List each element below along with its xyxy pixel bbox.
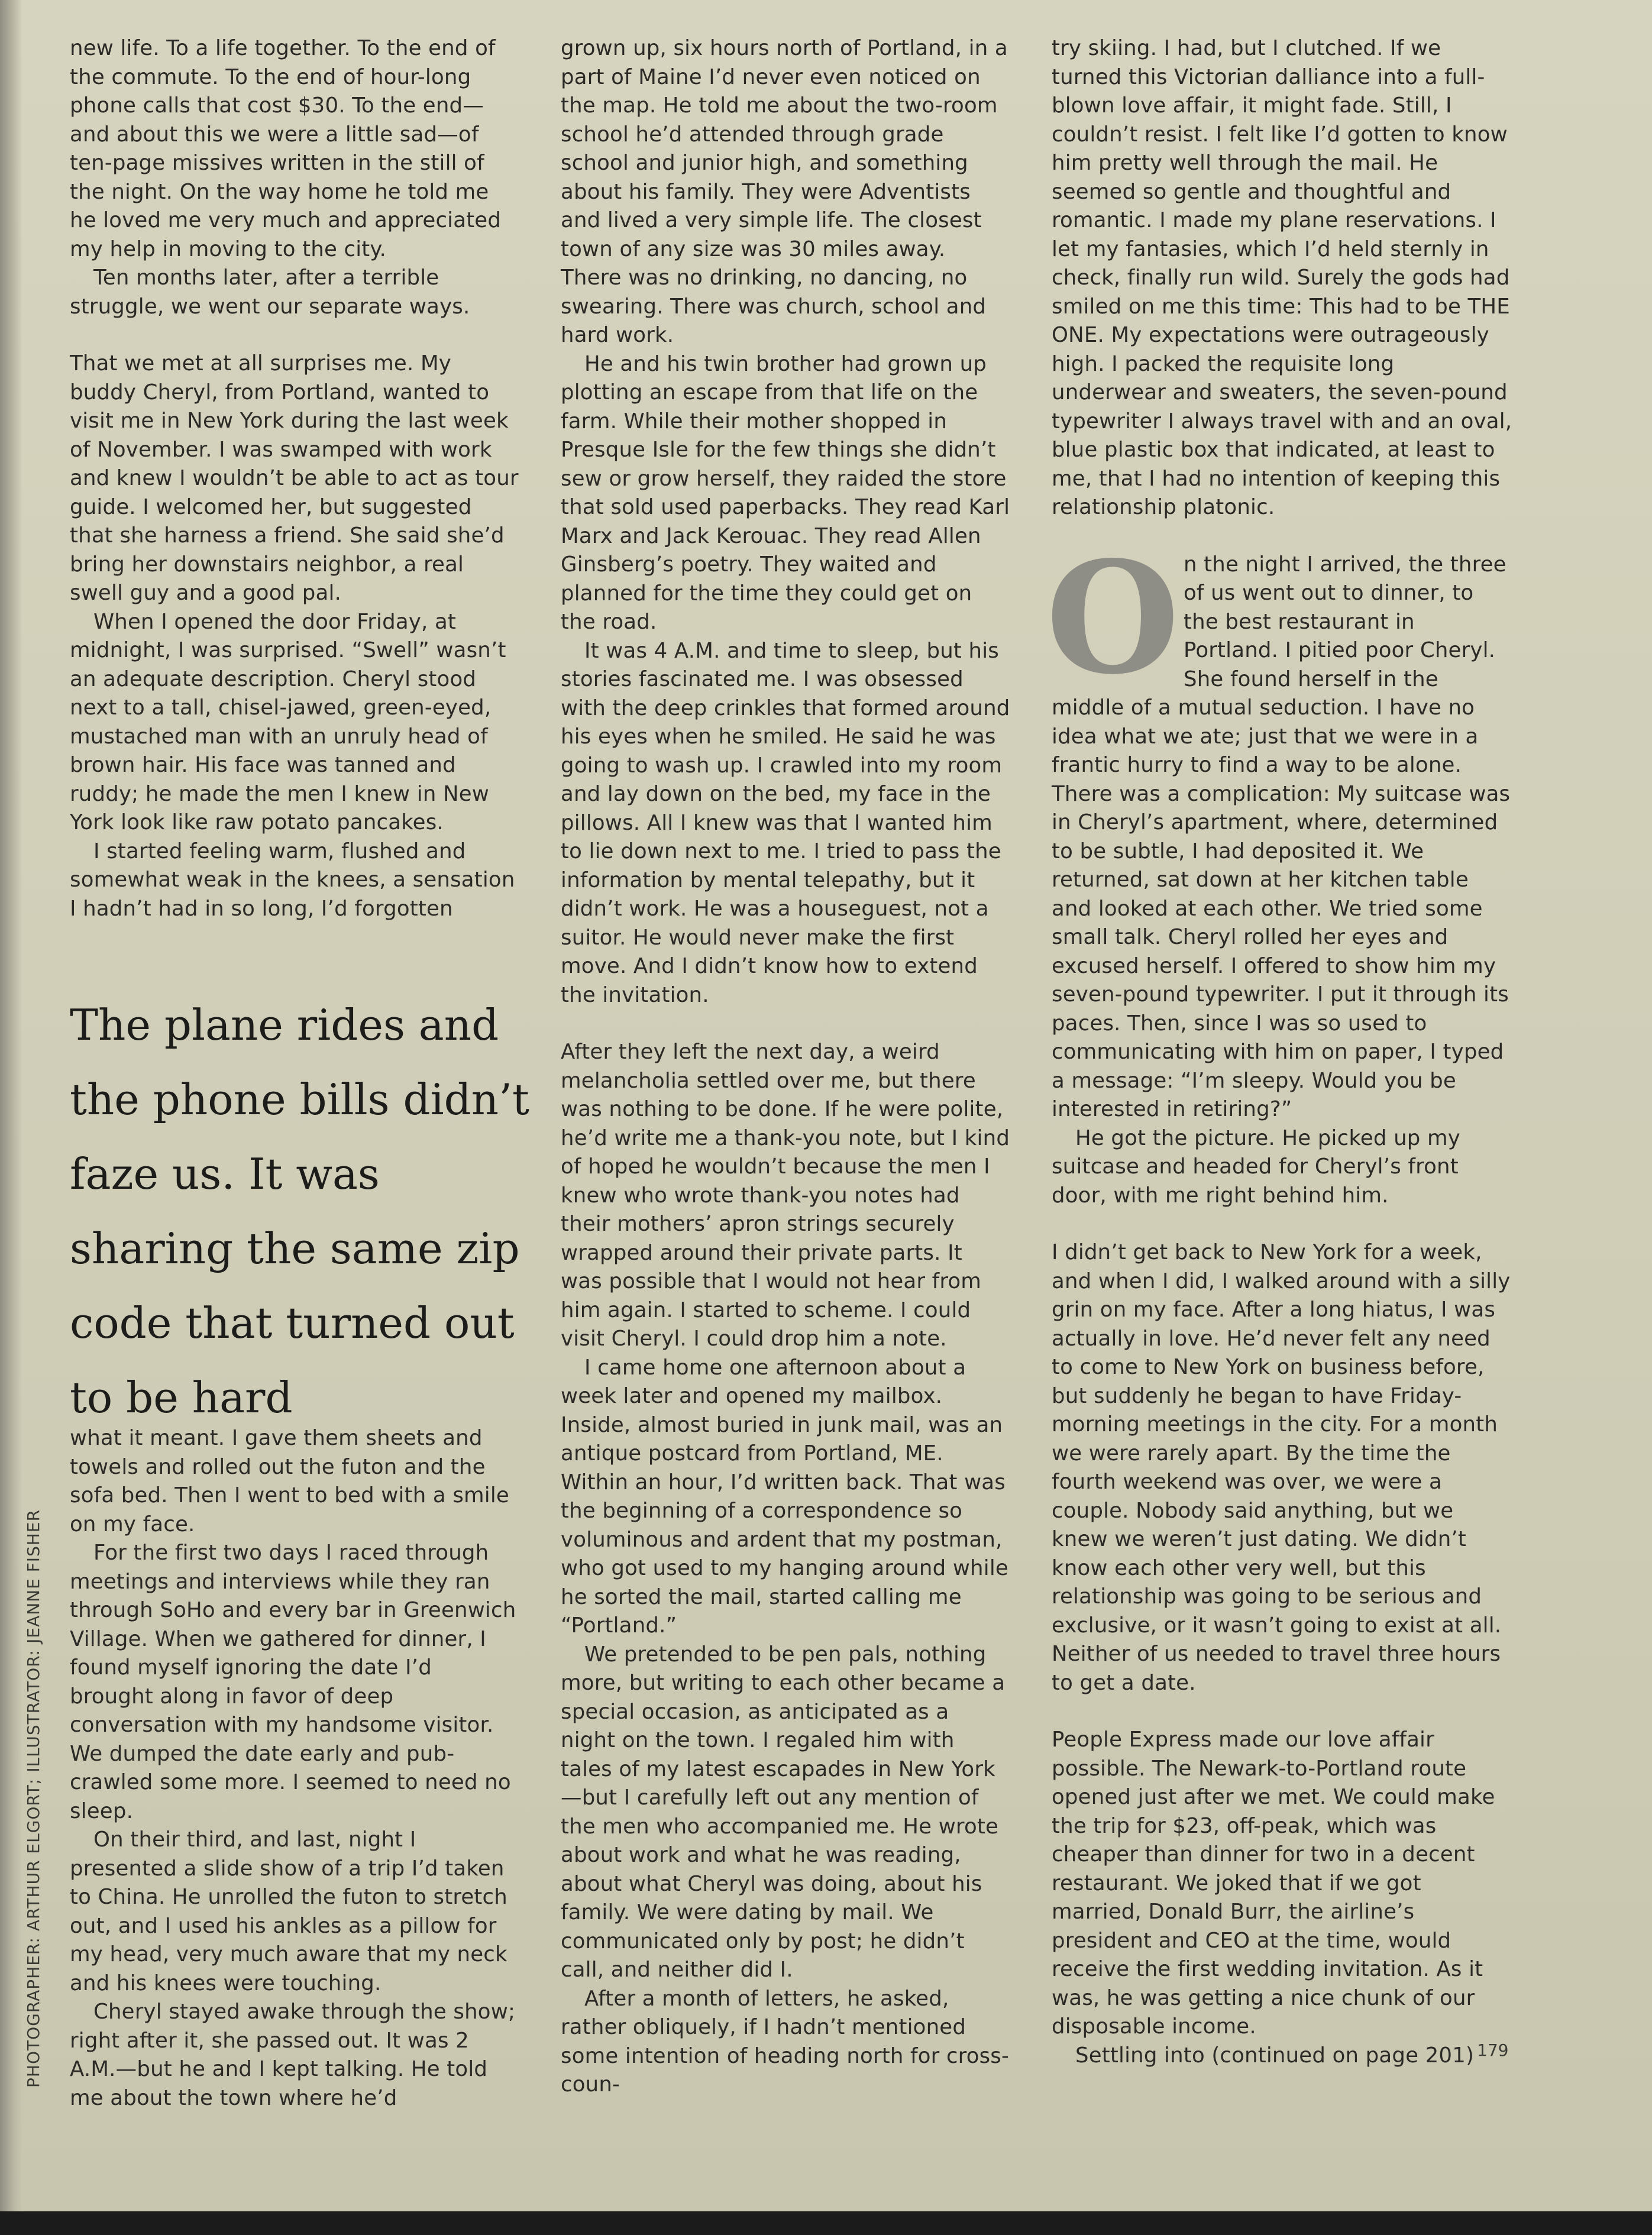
- photo-credit: PHOTOGRAPHER: ARTHUR ELGORT; ILLUSTRATOR: JEANNE FISHER: [24, 1509, 43, 2088]
- column-1-top: [70, 34, 519, 923]
- paragraph: That we met at all surprises me. My buddy Cheryl, from Portland, wanted to visit me in New York during the last week of November. I was swamped with work and knew I wouldn’t be able to act as tour guide. I welcomed her, but suggested that she harness a friend. She said she’d bring her downstairs neighbor, a real swell guy and a good pal.: [70, 351, 519, 605]
- pull-quote: The plane rides and the phone bills didn’t faze us. It was sharing the same zip code that turned out to be hard: [70, 1000, 529, 1422]
- paragraph: It was 4 A.M. and time to sleep, but his stories fascinated me. I was obsessed with the deep crinkles that formed around his eyes when he smiled. He said he was going to wash up. I crawled into my room and lay down on the bed, my face in the pillows. All I knew was that I wanted him to lie down next to me. I tried to pass the information by mental telepathy, but it didn’t work. He was a houseguest, not a suitor. He would never make the first move. And I didn’t know how to extend the invitation.: [561, 638, 1010, 1007]
- column-1-bottom: [70, 1424, 519, 2113]
- paragraph: I didn’t get back to New York for a week, and when I did, I walked around with a silly grin on my face. After a long hiatus, I was actually in love. He’d never felt any need to come to New York on business before, but suddenly he began to have Friday-morning meetings in the city. For a month we were rarely apart. By the time the fourth weekend was over, we were a couple. Nobody said anything, but we knew we weren’t just dating. We didn’t know each other very well, but this relationship was going to be serious and exclusive, or it wasn’t going to exist at all. Neither of us needed to travel three hours to get a date.: [1052, 1240, 1511, 1695]
- paragraph: We pretended to be pen pals, nothing more, but writing to each other became a special occasion, as anticipated as a night on the town. I regaled him with tales of my latest escapades in New York—but I carefully left out any mention of the men who accompanied me. He wrote about work and what he was reading, about what Cheryl was doing, about his family. We were dating by mail. We communicated only by post; he didn’t call, and neither did I.: [561, 1642, 1006, 1982]
- paragraph: For the first two days I raced through meetings and interviews while they ran through SoHo and every bar in Greenwich Village. When we gathered for dinner, I found myself ignoring the date I’d brought along in favor of deep conversation with my handsome visitor. We dumped the date early and pub-crawled some more. I seemed to need no sleep.: [70, 1541, 516, 1823]
- paragraph: Settling into (continued on page 201): [1075, 2043, 1475, 2068]
- paragraph: After they left the next day, a weird melancholia settled over me, but there was nothing to be done. If he were polite, he’d write me a thank-you note, but I kind of hoped he wouldn’t because the men I knew who wrote thank-you notes had their mothers’ apron strings securely wrapped around their private parts. It was possible that I would not hear from him again. I started to scheme. I could visit Cheryl. I could drop him a note.: [561, 1040, 1010, 1351]
- paragraph: new life. To a life together. To the end of the commute. To the end of hour-long phone calls that cost $30. To the end—and about this we were a little sad—of ten-page missives written in the still of the night. On the way home he told me he loved me very much and appreciated my help in moving to the city.: [70, 36, 502, 261]
- spine-shadow: [0, 0, 22, 2235]
- drop-cap-letter: O: [1046, 528, 1180, 709]
- paragraph: On their third, and last, night I presented a slide show of a trip I’d taken to China. He unrolled the futon to stretch out, and I used his ankles as a pillow for my head, very much aware that my neck and his knees were touching.: [70, 1828, 507, 1995]
- column-3: [1046, 34, 1513, 2070]
- paragraph: I came home one afternoon about a week later and opened my mailbox. Inside, almost buried in junk mail, was an antique postcard from Portland, ME. Within an hour, I’d written back. That was the beginning of a correspondence so voluminous and ardent that my postman, who got used to my hanging around while he sorted the mail, started calling me “Portland.”: [561, 1355, 1008, 1638]
- paragraph: try skiing. I had, but I clutched. If we turned this Victorian dalliance into a full-blown love affair, it might fade. Still, I couldn’t resist. I felt like I’d gotten to know him pretty well through the mail. He seemed so gentle and thoughtful and romantic. I made my plane reservations. I let my fantasies, which I’d held sternly in check, finally run wild. Surely the gods had smiled on me this time: This had to be THE ONE. My expectations were outrageously high. I packed the requisite long underwear and sweaters, the seven-pound typewriter I always travel with and an oval, blue plastic box that indicated, at least to me, that I had no intention of keeping this relationship platonic.: [1052, 36, 1512, 519]
- paragraph: People Express made our love affair possible. The Newark-to-Portland route opened just after we met. We could make the trip for $23, off-peak, which was cheaper than dinner for two in a decent restaurant. We joked that if we got married, Donald Burr, the airline’s president and CEO at the time, would receive the first wedding invitation. As it was, he was getting a nice chunk of our disposable income.: [1052, 1728, 1495, 2039]
- paragraph-text: n the night I arrived, the three of us went out to dinner, to the best restaurant in Portland. I pitied poor Cheryl. She found herself in the middle of a mutual seduction. I have no idea what we ate; just that we were in a frantic hurry to find a way to be alone. There was a complication: My suitcase was in Cheryl’s apartment, where, determined to be subtle, I had deposited it. We returned, sat down at her kitchen table and looked at each other. We tried some small talk. Cheryl rolled her eyes and excused herself. I offered to show him my seven-pound typewriter. I put it through its paces. Then, since I was so used to communicating with him on paper, I typed a message: “I’m sleepy. Would you be interested in retiring?”: [1052, 552, 1511, 1121]
- column-2: [561, 34, 1010, 2100]
- paragraph: He and his twin brother had grown up plotting an escape from that life on the farm. While their mother shopped in Presque Isle for the few things she didn’t sew or grow herself, they raided the store that sold used paperbacks. They read Karl Marx and Jack Kerouac. They read Allen Ginsberg’s poetry. They waited and planned for the time they could get on the road.: [561, 351, 1010, 634]
- paragraph: Cheryl stayed awake through the show; right after it, she passed out. It was 2 A.M.—but he and I kept talking. He told me about the town where he’d: [70, 2000, 516, 2110]
- paragraph: After a month of letters, he asked, rather obliquely, if I hadn’t mentioned some intention of heading north for cross-coun-: [561, 1986, 1010, 2097]
- bottom-edge: [0, 2211, 1652, 2235]
- paragraph: Ten months later, after a terrible struggle, we went our separate ways.: [70, 266, 470, 319]
- paragraph: When I opened the door Friday, at midnight, I was surprised. “Swell” wasn’t an adequate description. Cheryl stood next to a tall, chisel-jawed, green-eyed, mustached man with an unruly head of brown hair. His face was tanned and ruddy; he made the men I knew in New York look like raw potato pancakes.: [70, 609, 506, 835]
- page-number: 179: [1477, 2040, 1509, 2060]
- paragraph-with-dropcap: [1046, 528, 1513, 1124]
- paragraph: He got the picture. He picked up my suitcase and headed for Cheryl’s front door, with me right behind him.: [1052, 1125, 1460, 1208]
- paragraph: I started feeling warm, flushed and somewhat weak in the knees, a sensation I hadn’t had in so long, I’d forgotten: [70, 839, 515, 921]
- paragraph: grown up, six hours north of Portland, in a part of Maine I’d never even noticed on the map. He told me about the two-room school he’d attended through grade school and junior high, and something about his family. They were Adventists and lived a very simple life. The closest town of any size was 30 miles away. There was no drinking, no dancing, no swearing. There was church, school and hard work.: [561, 36, 1008, 347]
- paragraph: what it meant. I gave them sheets and towels and rolled out the futon and the sofa bed. Then I went to bed with a smile on my face.: [70, 1426, 509, 1537]
